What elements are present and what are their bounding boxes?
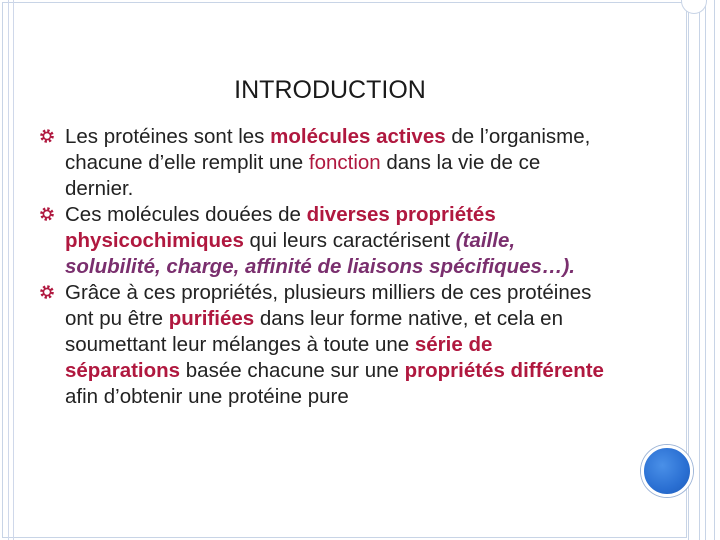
right-rail-outer xyxy=(705,0,715,540)
slide-title xyxy=(0,76,660,105)
blue-circle-decoration xyxy=(641,445,693,497)
bullet-text: basée chacune sur une xyxy=(180,359,405,382)
bullet-text: Les protéines sont les xyxy=(65,125,271,148)
emphasis-text: propriétés différente xyxy=(404,359,604,382)
emphasis-text: purifiées xyxy=(168,307,255,330)
emphasis-text: fonction xyxy=(308,151,381,174)
bullet-text: dans la vie de ce dernier. xyxy=(65,151,541,200)
emphasis-text: molécules actives xyxy=(270,125,446,148)
bullet-text: afin d’obtenir une protéine pure xyxy=(65,385,349,408)
emphasis-italic-text: (taille, solubilité, charge, affinité de liaisons spécifiques…). xyxy=(65,229,575,278)
bullet-item xyxy=(40,202,610,280)
bullet-item xyxy=(40,280,610,410)
bullet-text: dans leur forme native, et cela en soumettant leur mélanges à toute une xyxy=(65,307,563,356)
emphasis-text: diverses propriétés physicochimiques xyxy=(65,203,496,252)
slide-title-text: INTRODUCTION xyxy=(234,76,426,104)
gear-icon xyxy=(39,284,55,300)
bullet-text: Ces molécules douées de xyxy=(65,203,307,226)
bullet-text: de l’organisme, chacune d’elle remplit une xyxy=(65,125,591,174)
bullet-item xyxy=(40,124,610,202)
emphasis-text: série de séparations xyxy=(65,333,493,382)
gear-icon xyxy=(39,206,55,222)
gear-icon xyxy=(39,128,55,144)
bullet-text: Grâce à ces propriétés, plusieurs milliers de ces protéines ont pu être xyxy=(65,281,592,330)
bullet-list xyxy=(40,124,610,410)
bullet-text: qui leurs caractérisent xyxy=(243,229,456,252)
